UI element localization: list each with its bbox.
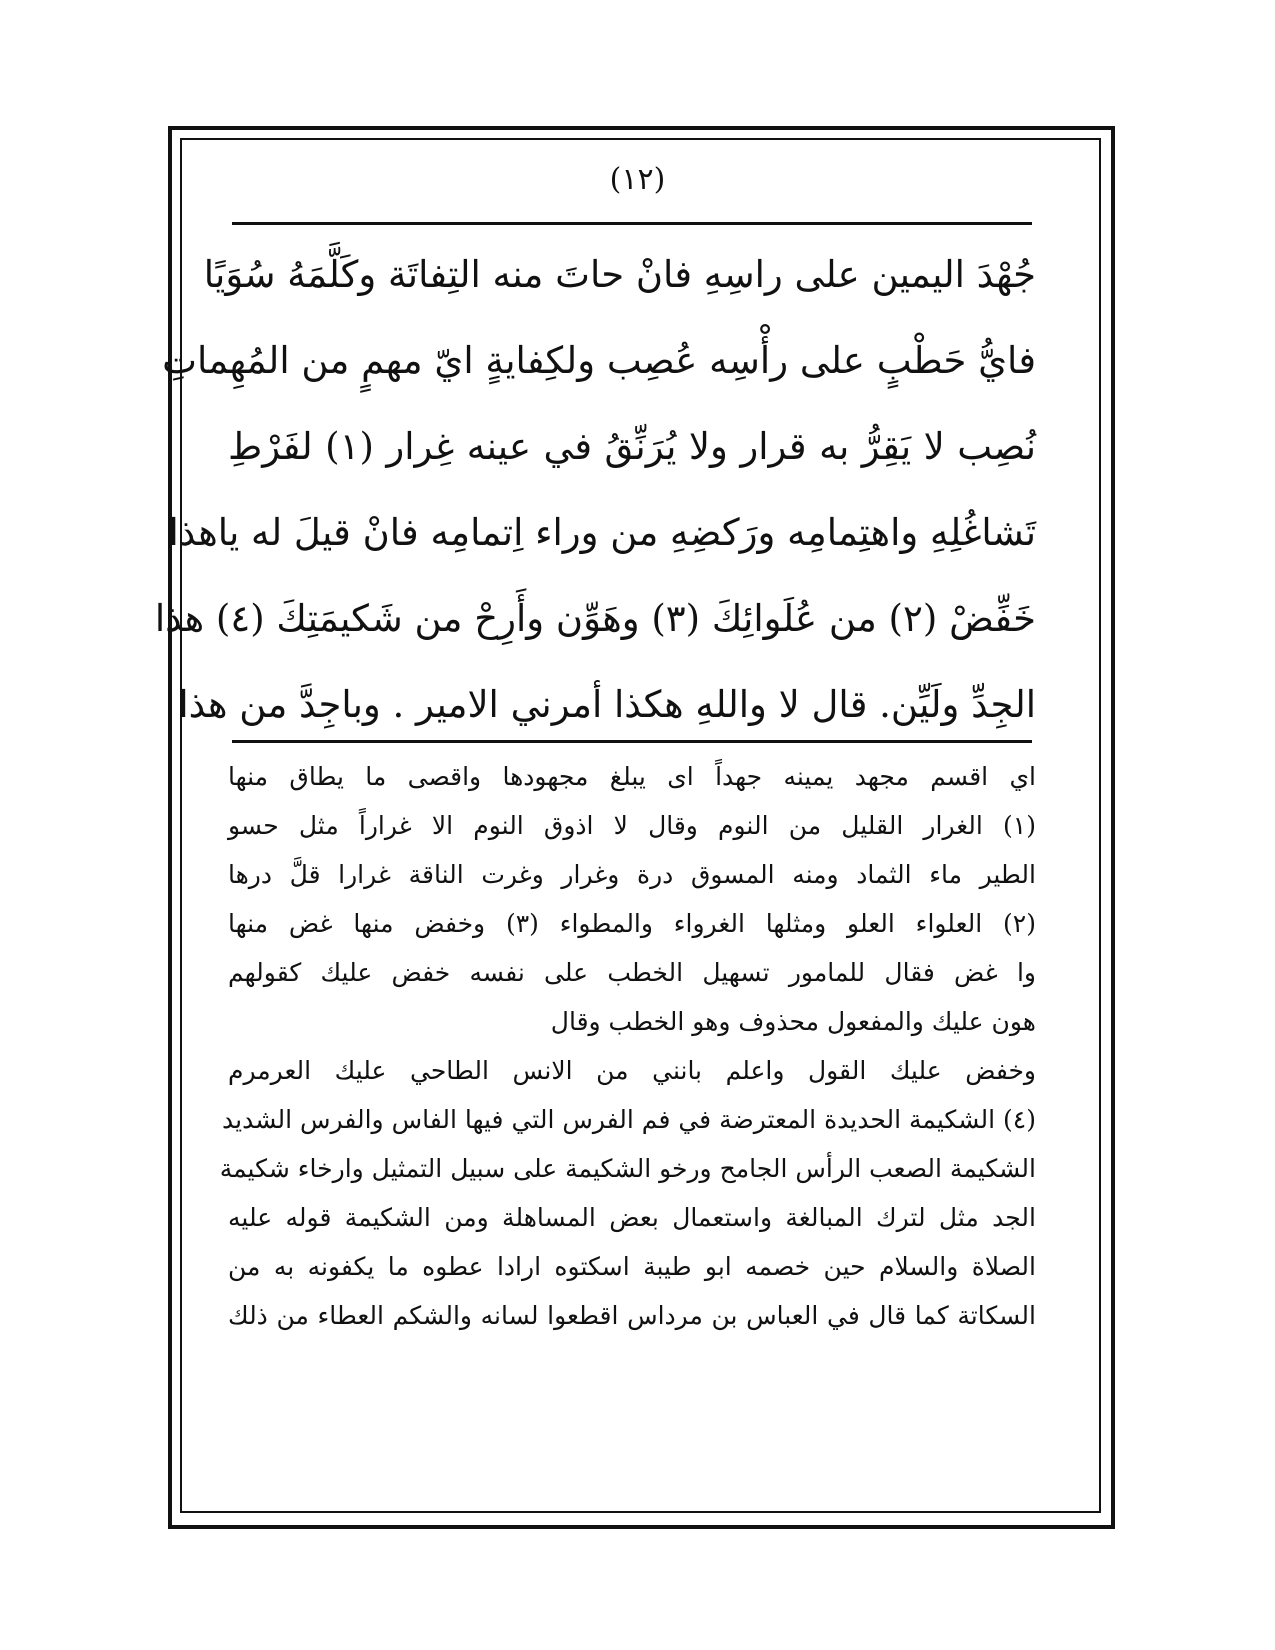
footnote-line: (١) الغرار القليل من النوم وقال لا اذوق النوم الا غراراً مثل حسو [228, 811, 1036, 840]
footnote-line: (٢) العلواء العلو ومثلها الغرواء والمطواء (٣) وخفض منها غض منها [228, 909, 1036, 938]
footnote-line: الشكيمة الصعب الرأس الجامح ورخو الشكيمة على سبيل التمثيل وارخاء شكيمة [219, 1154, 1036, 1183]
footnote-line: اي اقسم مجهد يمينه جهداً اى يبلغ مجهودها واقصى ما يطاق منها [228, 762, 1036, 791]
footnote-line: السكاتة كما قال في العباس بن مرداس اقطعوا لسانه والشكم العطاء من ذلك [228, 1301, 1036, 1330]
main-text-line: جُهْدَ اليمين على راسِهِ فانْ حاتَ منه التِفاتَة وكَلَّمَهُ سُوَيًا [203, 253, 1036, 296]
main-text-line: الجِدِّ ولَيِّن. قال لا واللهِ هكذا أمرني الامير . وباجِدَّ من هذا [178, 683, 1036, 726]
footnote-line: هون عليك والمفعول محذوف وهو الخطب وقال [550, 1007, 1036, 1036]
poetry-verse-line: وخفض عليك القول واعلم بانني من الانس الطاحي عليك العرمرم [228, 1056, 1036, 1085]
main-text-block [154, 232, 1036, 748]
footnotes-block [219, 752, 1036, 1340]
footnote-divider [232, 740, 1032, 743]
footnote-line: الطير ماء الثماد ومنه المسوق درة وغرار وغرت الناقة غرارا قلَّ درها [228, 860, 1036, 889]
main-text-line: فايُّ حَطْبٍ على رأْسِه عُصِب ولكِفايةٍ ايّ مهمٍ من المُهِماتِ [162, 339, 1036, 382]
footnote-line: الصلاة والسلام حين خصمه ابو طيبة اسكتوه ارادا عطوه ما يكفونه به من [228, 1252, 1036, 1281]
page-number: (١٢) [609, 162, 666, 197]
main-text-line: خَفِّضْ (٢) من عُلَوائِكَ (٣) وهَوِّن وأَرِحْ من شَكيمَتِكَ (٤) هذا [154, 597, 1036, 640]
main-text-line: تَشاغُلِهِ واهتِمامِه ورَكضِهِ من وراء اِتمامِه فانْ قيلَ له ياهذا [168, 511, 1036, 554]
footnote-line: وا غض فقال للمامور تسهيل الخطب على نفسه خفض عليك كقولهم [228, 958, 1036, 987]
main-text-line: نُصِب لا يَقِرُّ به قرار ولا يُرَنِّقُ في عينه غِرار (١) لفَرْطِ [228, 425, 1036, 468]
footnote-line: الجد مثل لترك المبالغة واستعمال بعض المساهلة ومن الشكيمة قوله عليه [228, 1203, 1036, 1232]
header-divider [232, 222, 1032, 225]
footnote-line: (٤) الشكيمة الحديدة المعترضة في فم الفرس التي فيها الفاس والفرس الشديد [222, 1105, 1036, 1134]
